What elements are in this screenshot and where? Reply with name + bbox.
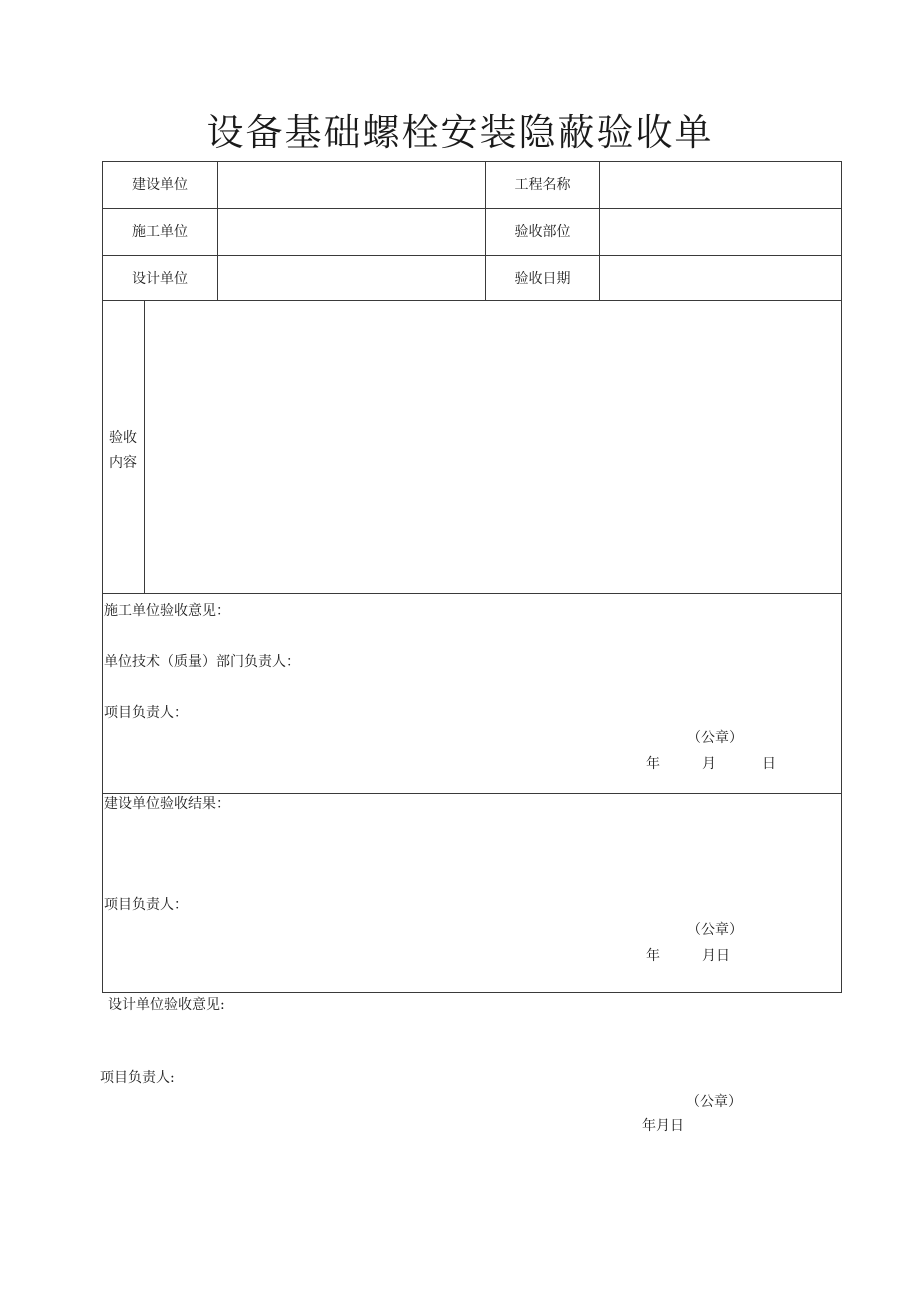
construction-year: 年 bbox=[646, 756, 660, 772]
construction-project-lead: 项目负责人： bbox=[104, 705, 188, 721]
construction-seal: （公章） bbox=[687, 730, 743, 746]
inspection-content-section bbox=[102, 300, 842, 594]
label-design-unit: 设计单位 bbox=[132, 271, 188, 287]
value-owner-unit[interactable] bbox=[218, 162, 485, 208]
value-construction-unit[interactable] bbox=[218, 209, 485, 255]
value-inspection-date[interactable] bbox=[600, 256, 841, 301]
label-inspection-date: 验收日期 bbox=[514, 271, 571, 287]
value-design-unit[interactable] bbox=[218, 256, 485, 301]
owner-result-section bbox=[102, 793, 842, 993]
construction-day: 日 bbox=[762, 756, 776, 772]
construction-tech-lead: 单位技术（质量）部门负责人： bbox=[104, 654, 300, 670]
label-owner-unit: 建设单位 bbox=[132, 177, 188, 193]
label-construction-unit: 施工单位 bbox=[132, 224, 188, 240]
owner-seal: （公章） bbox=[687, 922, 743, 938]
value-inspection-part[interactable] bbox=[600, 209, 841, 255]
owner-heading: 建设单位验收结果： bbox=[104, 796, 230, 812]
construction-heading: 施工单位验收意见： bbox=[104, 603, 230, 619]
design-project-lead: 项目负责人: bbox=[100, 1070, 175, 1086]
owner-year: 年 bbox=[646, 948, 660, 964]
info-table bbox=[102, 161, 842, 301]
owner-month-day: 月日 bbox=[702, 948, 730, 964]
value-project-name[interactable] bbox=[600, 162, 841, 208]
design-seal: （公章） bbox=[686, 1094, 742, 1110]
label-project-name: 工程名称 bbox=[514, 177, 571, 193]
label-inspection-part: 验收部位 bbox=[514, 224, 571, 240]
design-date: 年月日 bbox=[642, 1118, 684, 1134]
design-heading: 设计单位验收意见: bbox=[108, 997, 225, 1013]
construction-month: 月 bbox=[702, 756, 716, 772]
content-value-area[interactable] bbox=[145, 301, 841, 594]
page-title: 设备基础螺栓安装隐蔽验收单 bbox=[206, 111, 714, 154]
content-label-line2: 内容 bbox=[109, 455, 137, 471]
owner-project-lead: 项目负责人： bbox=[104, 897, 188, 913]
construction-opinion-section bbox=[102, 593, 842, 794]
content-label-line1: 验收 bbox=[109, 430, 137, 446]
